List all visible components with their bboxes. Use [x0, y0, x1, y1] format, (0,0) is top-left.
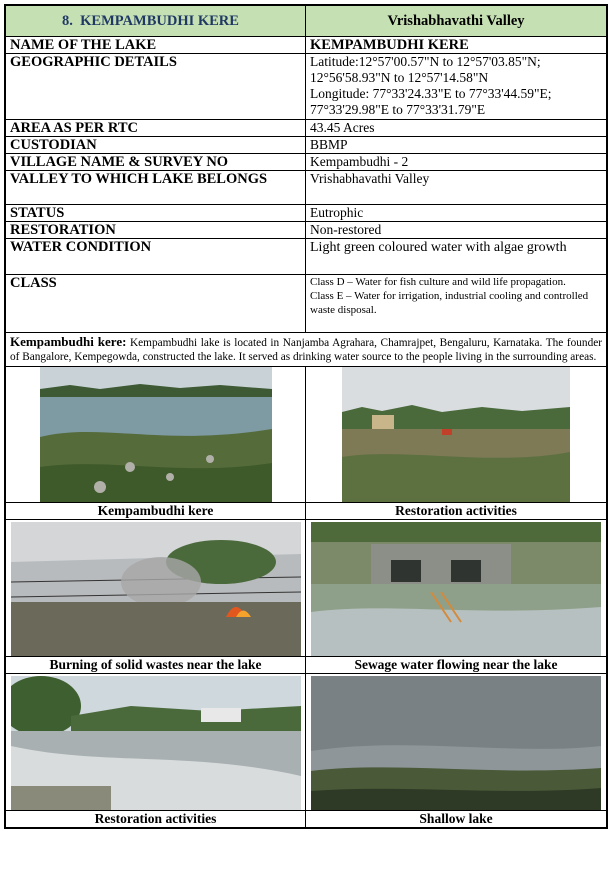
sewage-water-photo [311, 522, 601, 656]
photo-caption: Shallow lake [306, 811, 607, 828]
table-row [6, 275, 607, 333]
row-label: GEOGRAPHIC DETAILS [6, 54, 306, 120]
row-label: RESTORATION [6, 222, 306, 239]
row-value: Kempambudhi - 2 [306, 154, 607, 171]
photo-cell [306, 520, 607, 657]
photo-row [6, 520, 607, 657]
row-value: 43.45 Acres [306, 120, 607, 137]
table-row [6, 171, 607, 205]
valley-title: Vrishabhavathi Valley [306, 6, 607, 37]
photo-cell [306, 674, 607, 811]
table-row [6, 154, 607, 171]
geo-line: Latitude:12°57'00.57"N to 12°57'03.85"N; [310, 54, 541, 69]
row-value: Non-restored [306, 222, 607, 239]
photo-caption: Sewage water flowing near the lake [306, 657, 607, 674]
class-line: Class D – Water for fish culture and wild life propagation. [310, 276, 566, 288]
row-label: AREA AS PER RTC [6, 120, 306, 137]
geo-line: 12°56'58.93"N to 12°57'14.58"N [310, 70, 489, 85]
table-row [6, 54, 607, 120]
table-row [6, 222, 607, 239]
photo-cell [6, 674, 306, 811]
description-row [6, 333, 607, 367]
photo-caption: Restoration activities [306, 503, 607, 520]
geo-line: 77°33'29.98"E to 77°33'31.79"E [310, 102, 486, 117]
photo-cell [6, 367, 306, 503]
restoration-activities-photo [11, 676, 301, 810]
row-value [306, 275, 607, 333]
restoration-photo [342, 367, 570, 502]
lake-photo [40, 367, 272, 502]
caption-row [6, 657, 607, 674]
lake-number: 8. [62, 12, 73, 29]
row-value: KEMPAMBUDHI KERE [306, 37, 607, 54]
row-value: Vrishabhavathi Valley [306, 171, 607, 205]
caption-row [6, 503, 607, 520]
header-row [6, 6, 607, 37]
row-label: VILLAGE NAME & SURVEY NO [6, 154, 306, 171]
shallow-lake-photo [311, 676, 601, 810]
row-value: Light green coloured water with algae growth [306, 239, 607, 275]
photo-row [6, 367, 607, 503]
geo-line: Longitude: 77°33'24.33"E to 77°33'44.59"E; [310, 86, 552, 101]
table-row [6, 137, 607, 154]
table-row [6, 120, 607, 137]
row-label: STATUS [6, 205, 306, 222]
photo-caption: Burning of solid wastes near the lake [6, 657, 306, 674]
photo-caption: Kempambudhi kere [6, 503, 306, 520]
row-value: BBMP [306, 137, 607, 154]
row-label: VALLEY TO WHICH LAKE BELONGS [6, 171, 306, 205]
row-label: CUSTODIAN [6, 137, 306, 154]
photo-cell [306, 367, 607, 503]
table-row [6, 205, 607, 222]
caption-row [6, 811, 607, 828]
description-lead: Kempambudhi kere: [10, 334, 127, 349]
class-line: Class E – Water for irrigation, industrial cooling and controlled waste disposal. [310, 290, 589, 316]
lake-details-table [5, 5, 607, 828]
burning-waste-photo [11, 522, 301, 656]
lake-profile-page [4, 4, 608, 829]
row-label: WATER CONDITION [6, 239, 306, 275]
row-value: Eutrophic [306, 205, 607, 222]
lake-title [6, 6, 306, 37]
description-text: Kempambudhi lake is located in Nanjamba Agrahara, Chamrajpet, Bengaluru, Karnataka. The founder of Bangalore, Kempegowda, constructed the lake. It served as drinking water source to the people living in the surrounding areas. [10, 337, 602, 363]
row-value [306, 54, 607, 120]
photo-row [6, 674, 607, 811]
lake-description [6, 333, 607, 367]
table-row [6, 239, 607, 275]
row-label: CLASS [6, 275, 306, 333]
photo-caption: Restoration activities [6, 811, 306, 828]
row-label: NAME OF THE LAKE [6, 37, 306, 54]
photo-cell [6, 520, 306, 657]
table-row [6, 37, 607, 54]
lake-title-text: KEMPAMBUDHI KERE [80, 12, 239, 29]
